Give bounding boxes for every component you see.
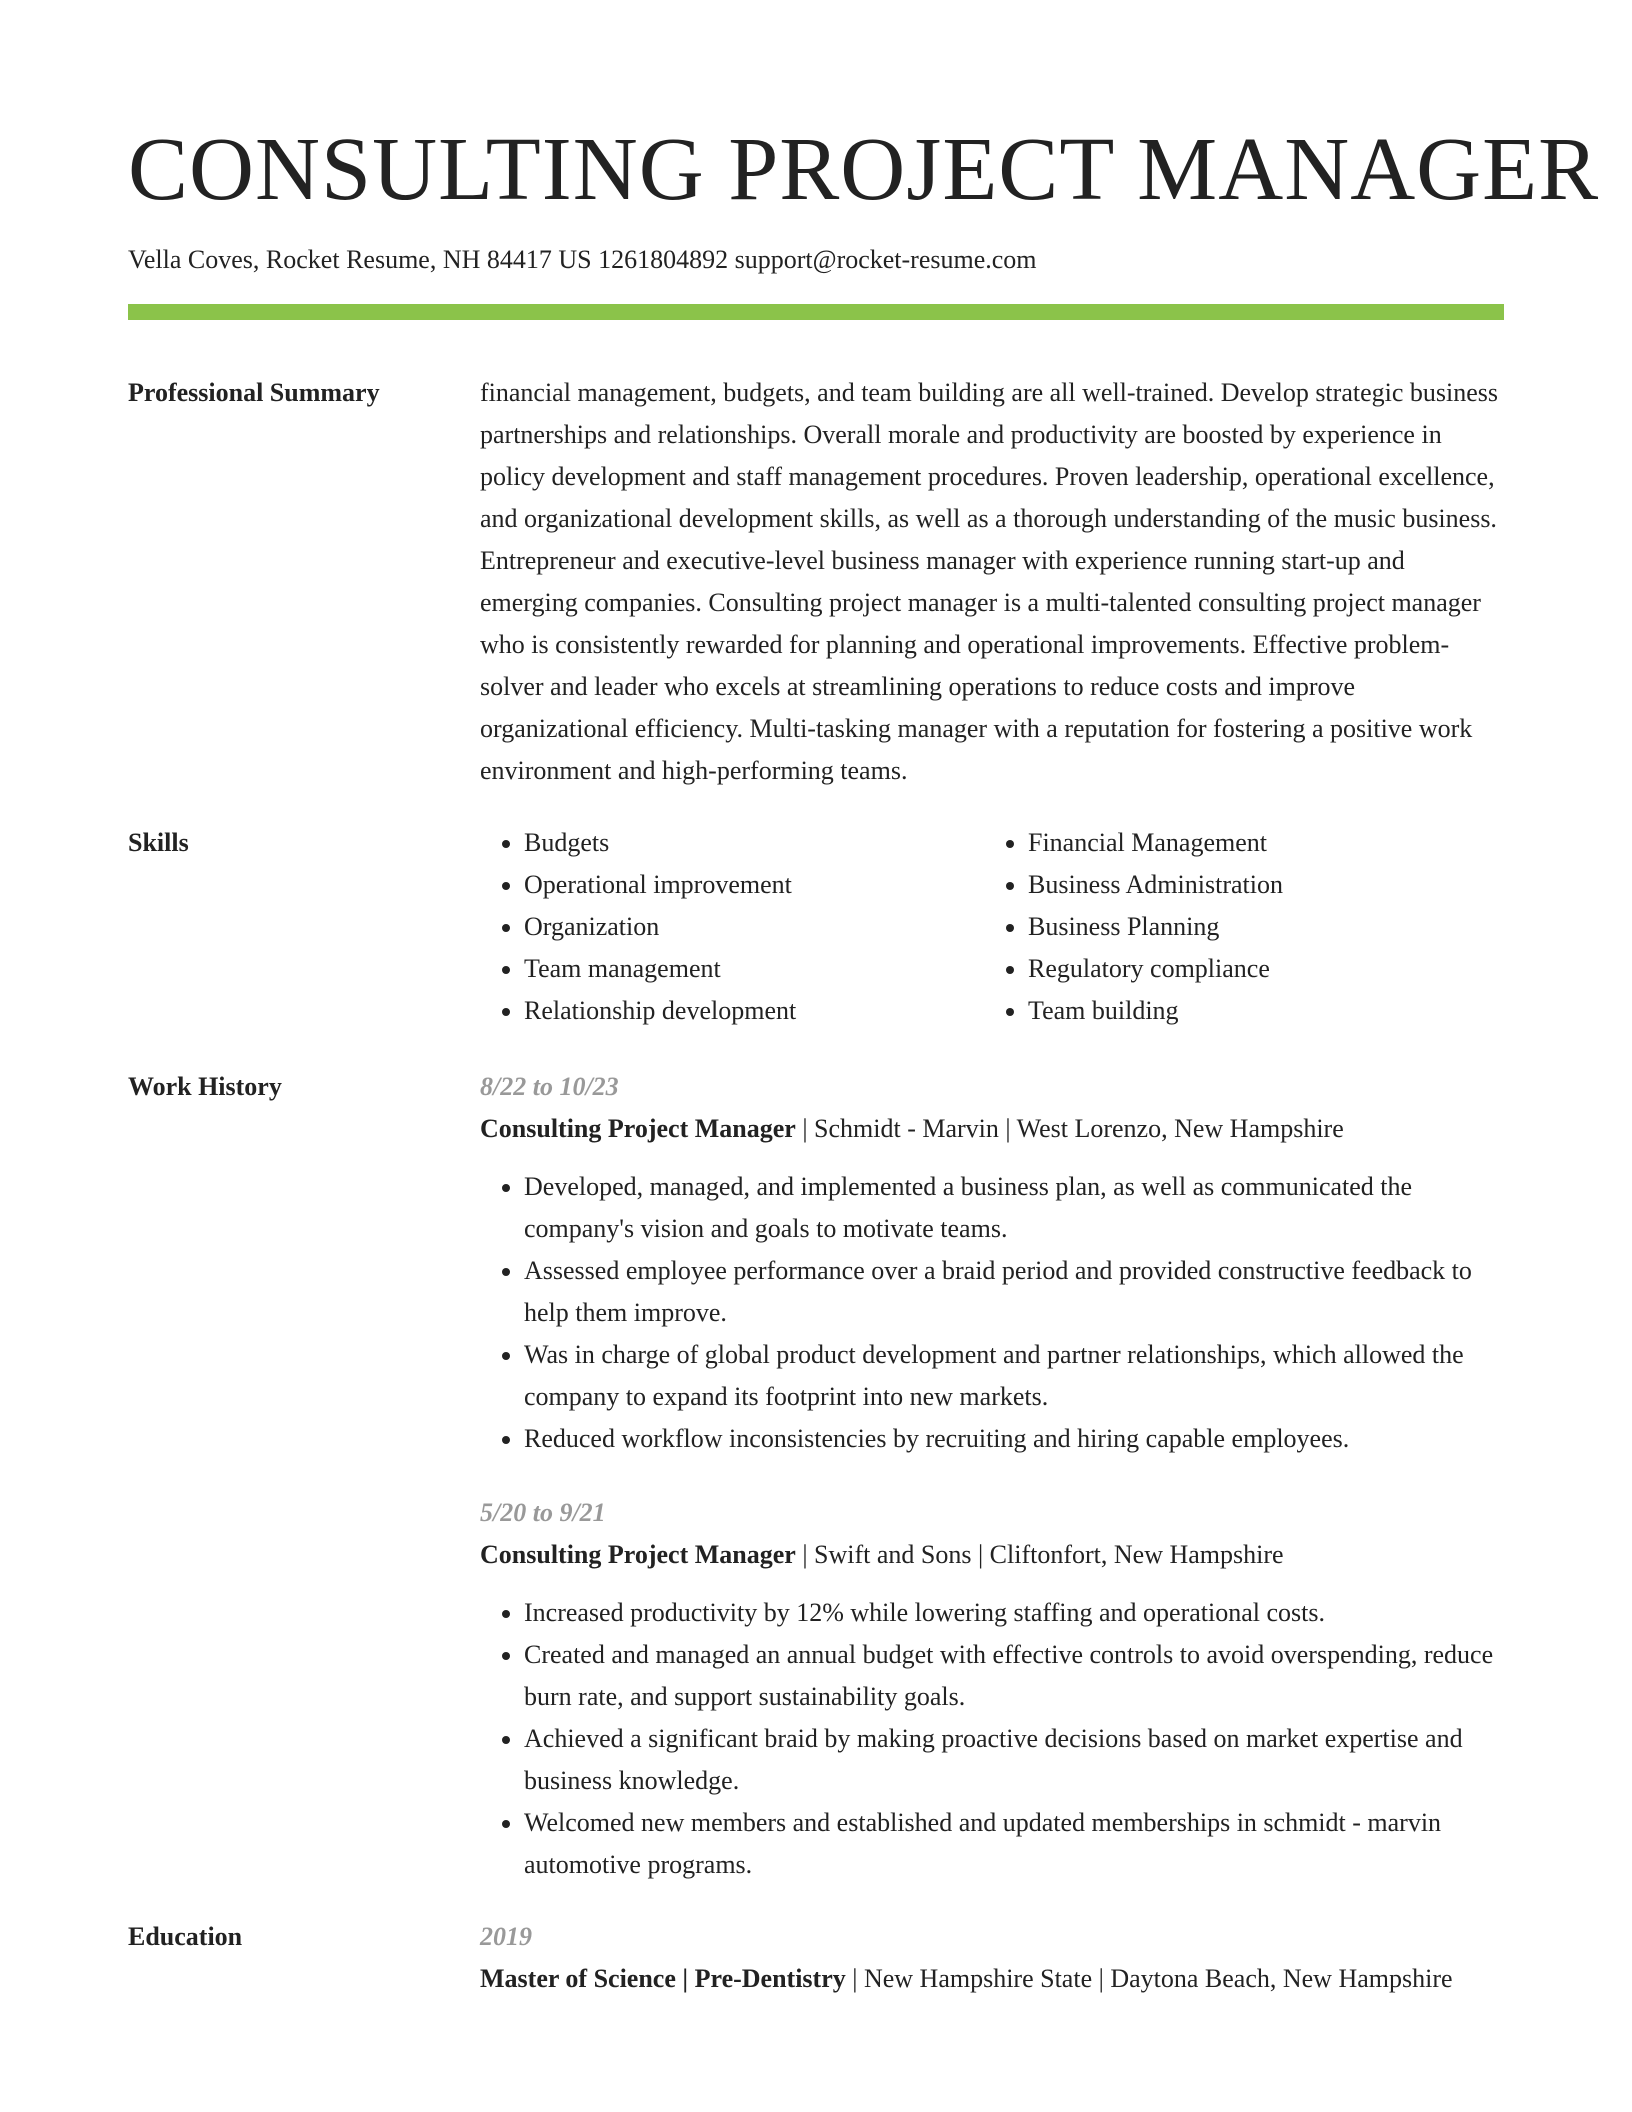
job-bullet: • Reduced workflow inconsistencies by recruiting and hiring capable employees. — [524, 1418, 1504, 1460]
skill-item: • Regulatory compliance — [1028, 948, 1488, 990]
skill-item: • Operational improvement — [524, 864, 984, 906]
skill-item: • Financial Management — [1028, 822, 1488, 864]
education-date: 2019 — [480, 1922, 532, 1951]
skill-item: • Business Planning — [1028, 906, 1488, 948]
education-label: Education — [128, 1922, 243, 1951]
skills-list-left — [480, 822, 984, 1032]
skill-item: • Relationship development — [524, 990, 984, 1032]
job-bullet: • Created and managed an annual budget with effective controls to avoid overspending, reduce burn rate, and support sustainability goals. — [524, 1634, 1504, 1718]
work-history-label: Work History — [128, 1072, 282, 1101]
job-title: Consulting Project Manager — [480, 1540, 796, 1569]
job-bullet: • Increased productivity by 12% while lowering staffing and operational costs. — [524, 1592, 1504, 1634]
resume-title: CONSULTING PROJECT MANAGER — [128, 120, 1600, 219]
education-details: | New Hampshire State | Daytona Beach, New Hampshire — [845, 1964, 1453, 1993]
education-heading — [480, 1958, 1504, 2000]
job-entry — [480, 1066, 1504, 1460]
contact-line: Vella Coves, Rocket Resume, NH 84417 US 1261804892 support@rocket-resume.com — [128, 245, 1037, 274]
summary-section — [128, 372, 1504, 792]
job-bullets — [480, 1592, 1504, 1886]
job-entry — [480, 1492, 1504, 1886]
job-title: Consulting Project Manager — [480, 1114, 796, 1143]
skill-item: • Business Administration — [1028, 864, 1488, 906]
job-dates: 8/22 to 10/23 — [480, 1072, 619, 1101]
job-bullets — [480, 1166, 1504, 1460]
job-heading — [480, 1108, 1504, 1150]
education-section — [128, 1916, 1504, 2000]
skill-item: • Budgets — [524, 822, 984, 864]
skills-list-right — [984, 822, 1488, 1032]
job-dates: 5/20 to 9/21 — [480, 1498, 606, 1527]
summary-text: financial management, budgets, and team building are all well-trained. Develop strategic business partnerships and relationships. Overall morale and productivity are boosted by experience in policy development and staff management procedures. Proven leadership, operational excellence, and organizational development skills, as well as a thorough understanding of the music business. Entrepreneur and executive-level business manager with experience running start-up and emerging companies. Consulting project manager is a multi-talented consulting project manager who is consistently rewarded for planning and operational improvements. Effective problem-solver and leader who excels at streamlining operations to reduce costs and improve organizational efficiency. Multi-tasking manager with a reputation for fostering a positive work environment and high-performing teams. — [480, 378, 1498, 785]
skills-label: Skills — [128, 828, 189, 857]
job-details: | Schmidt - Marvin | West Lorenzo, New Hampshire — [795, 1114, 1344, 1143]
header-divider — [128, 304, 1504, 320]
job-bullet: • Achieved a significant braid by making proactive decisions based on market expertise and business knowledge. — [524, 1718, 1504, 1802]
skill-item: • Organization — [524, 906, 984, 948]
work-history-section — [128, 1066, 1504, 1886]
job-heading — [480, 1534, 1504, 1576]
job-bullet: • Assessed employee performance over a braid period and provided constructive feedback to help them improve. — [524, 1250, 1504, 1334]
skill-item: • Team building — [1028, 990, 1488, 1032]
resume-page — [128, 0, 1600, 2000]
degree-title: Master of Science | Pre-Dentistry — [480, 1964, 846, 1993]
job-bullet: • Welcomed new members and established and updated memberships in schmidt - marvin automotive programs. — [524, 1802, 1504, 1886]
job-bullet: • Was in charge of global product development and partner relationships, which allowed the company to expand its footprint into new markets. — [524, 1334, 1504, 1418]
education-entry — [480, 1916, 1504, 2000]
skill-item: • Team management — [524, 948, 984, 990]
job-bullet: • Developed, managed, and implemented a business plan, as well as communicated the company's vision and goals to motivate teams. — [524, 1166, 1504, 1250]
skills-section — [128, 822, 1504, 1032]
job-details: | Swift and Sons | Cliftonfort, New Hampshire — [795, 1540, 1284, 1569]
summary-label: Professional Summary — [128, 378, 380, 407]
